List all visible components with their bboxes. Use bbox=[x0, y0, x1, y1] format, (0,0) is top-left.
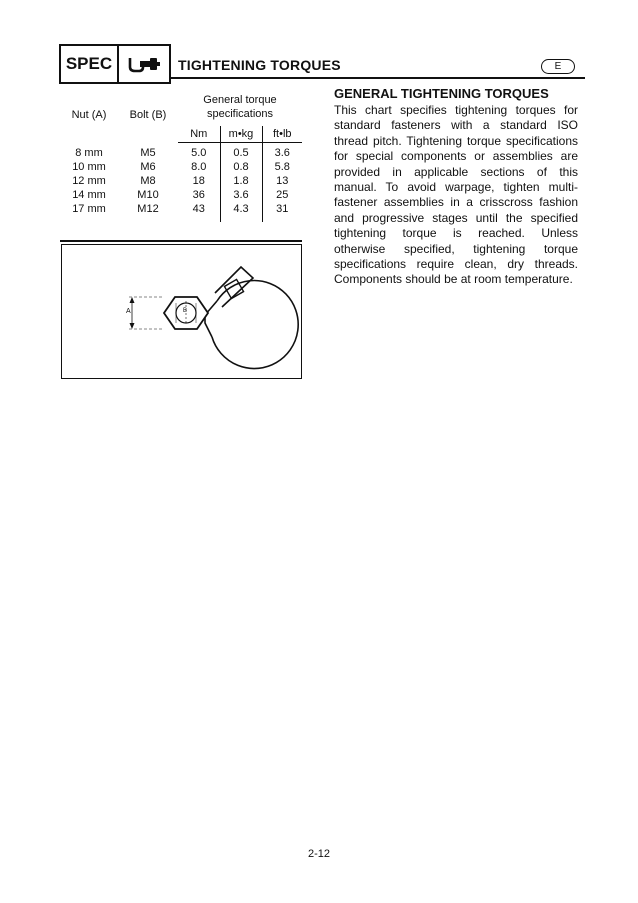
nut-size-cell: 8 mm bbox=[75, 146, 103, 159]
section-heading: GENERAL TIGHTENING TORQUES bbox=[334, 86, 549, 101]
dimension-label-b: B bbox=[183, 308, 188, 314]
column-header-nut: Nut (A) bbox=[71, 109, 107, 122]
bolt-size-cell: M5 bbox=[140, 146, 156, 159]
header-divider bbox=[171, 77, 585, 79]
torque-ftlb-cell: 31 bbox=[276, 203, 289, 215]
wrench-illustration bbox=[62, 245, 300, 377]
spec-tab bbox=[59, 44, 171, 84]
torque-ftlb-cell: 5.8 bbox=[274, 161, 290, 173]
wrench-diagram bbox=[61, 244, 302, 379]
table-bottom-rule bbox=[60, 240, 302, 242]
torque-ftlb-cell: 13 bbox=[276, 175, 289, 187]
bolt-size-cell: M8 bbox=[140, 175, 156, 187]
torque-nm-cell: 18 bbox=[178, 174, 220, 188]
table-row bbox=[60, 160, 302, 174]
nut-size-cell: 17 mm bbox=[72, 203, 106, 215]
unit-header-nm: Nm bbox=[178, 126, 220, 143]
table-row bbox=[60, 202, 302, 222]
torque-nm-cell: 8.0 bbox=[178, 160, 220, 174]
page-title: TIGHTENING TORQUES bbox=[178, 57, 341, 73]
dimension-label-a: A bbox=[126, 308, 131, 315]
torque-ftlb-cell: 3.6 bbox=[274, 147, 290, 159]
table-row bbox=[60, 143, 302, 161]
bolt-size-cell: M6 bbox=[140, 161, 156, 173]
torque-mkg-cell: 0.8 bbox=[220, 160, 262, 174]
torque-mkg-cell: 3.6 bbox=[220, 188, 262, 202]
unit-header-ftlb: ft•lb bbox=[262, 126, 302, 143]
torque-wrench-icon bbox=[119, 46, 169, 82]
torque-nm-cell: 43 bbox=[178, 202, 220, 222]
torque-nm-cell: 5.0 bbox=[178, 143, 220, 161]
bolt-size-cell: M10 bbox=[137, 189, 159, 201]
torque-mkg-cell: 4.3 bbox=[220, 202, 262, 222]
nut-size-cell: 12 mm bbox=[72, 175, 106, 187]
torque-nm-cell: 36 bbox=[178, 188, 220, 202]
column-header-torque-group: General torque specifications bbox=[203, 94, 277, 120]
nut-size-cell: 10 mm bbox=[72, 161, 106, 173]
torque-mkg-cell: 1.8 bbox=[220, 174, 262, 188]
torque-ftlb-cell: 25 bbox=[276, 189, 289, 201]
torque-mkg-cell: 0.5 bbox=[220, 143, 262, 161]
torque-table bbox=[60, 88, 302, 222]
bolt-size-cell: M12 bbox=[137, 203, 159, 215]
nut-size-cell: 14 mm bbox=[72, 189, 106, 201]
table-row bbox=[60, 188, 302, 202]
section-body: This chart specifies tightening torques for standard fasteners with a standard ISO thread pitch. Tightening torque specifications for special components or assemblies are provided in applicable sections of this manual. To avoid warpage, tighten multi-fastener assemblies in a crisscross fashion and progressive stages until the specified tightening torque is reached. Unless otherwise specified, tightening torque specifications require clean, dry threads. Components should be at room temperature. bbox=[334, 103, 578, 287]
spec-label: SPEC bbox=[61, 46, 119, 82]
table-row bbox=[60, 174, 302, 188]
language-badge: E bbox=[541, 59, 575, 74]
page-number: 2-12 bbox=[307, 848, 331, 860]
unit-header-mkg: m•kg bbox=[220, 126, 262, 143]
column-header-bolt: Bolt (B) bbox=[129, 109, 167, 122]
